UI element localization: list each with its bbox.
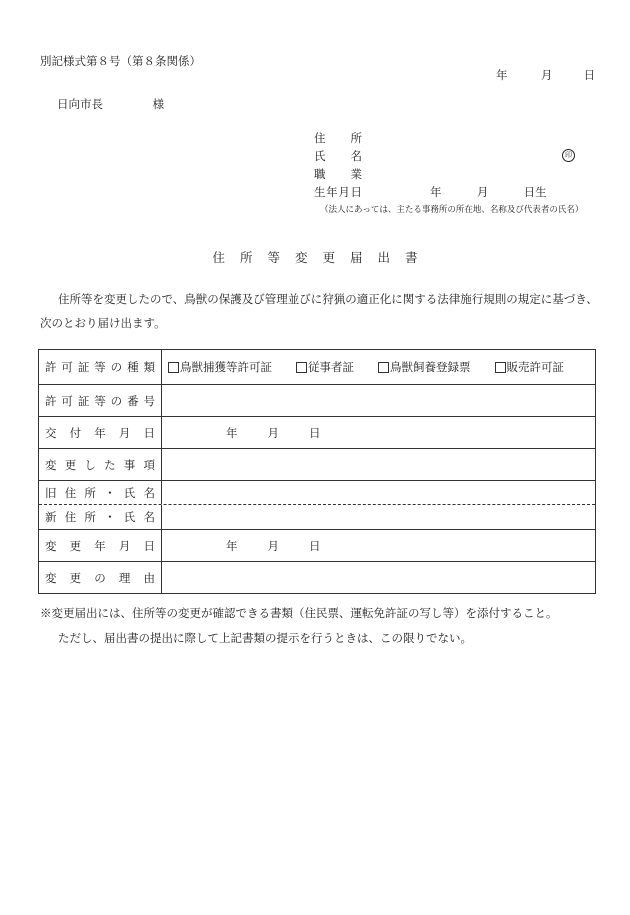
submission-date: [496, 67, 595, 83]
old-address-field[interactable]: [162, 481, 595, 504]
row-new-address: [39, 504, 595, 529]
change-date-label: 変更年月日: [45, 538, 155, 553]
checkbox-icon[interactable]: [168, 362, 179, 373]
birth-year: 年: [430, 185, 442, 199]
new-address-label: 新住所・氏名: [45, 510, 155, 524]
change-reason-label: 変更の理由: [45, 570, 155, 585]
license-number-label: 許可証等の番号: [45, 393, 155, 408]
address-label: 住所: [314, 131, 362, 145]
checkbox-icon[interactable]: [495, 362, 506, 373]
name-label: 氏名: [314, 149, 362, 163]
option-keeping-registration[interactable]: 鳥獣飼養登録票: [378, 359, 471, 375]
option-worker-card[interactable]: 従事者証: [296, 359, 354, 375]
old-address-label: 旧住所・氏名: [45, 485, 155, 500]
date-month: 月: [540, 68, 553, 82]
corporate-note: （法人にあっては、主たる事務所の所在地、名称及び代表者の氏名）: [320, 205, 584, 215]
changed-item-field[interactable]: [162, 449, 595, 480]
birthdate-values: [430, 183, 547, 201]
body-line-2: 次のとおり届け出ます。: [40, 316, 166, 330]
body-line-1: 住所等を変更したので、鳥獣の保護及び管理並びに狩猟の適正化に関する法律施行規則の規定に基づき、: [58, 292, 598, 306]
row-old-address: [39, 480, 595, 504]
date-year: 年: [496, 68, 508, 82]
date-day: 日: [583, 68, 596, 82]
checkbox-icon[interactable]: [296, 362, 307, 373]
issue-date-field[interactable]: 年 月 日: [226, 425, 321, 440]
checkbox-icon[interactable]: [378, 362, 389, 373]
note-attachment: ※変更届出には、住所等の変更が確認できる書類（住民票、運転免許証の写し等）を添付すること。: [40, 606, 558, 620]
applicant-block: [314, 129, 572, 201]
row-issue-date: [39, 416, 595, 448]
new-address-field[interactable]: [162, 505, 595, 529]
body-text: [40, 287, 610, 335]
row-license-number: [39, 384, 595, 416]
birth-day: 日生: [523, 185, 547, 199]
row-changed-item: [39, 448, 595, 480]
row-license-type: [39, 350, 595, 384]
option-sales-permit[interactable]: 販売許可証: [495, 359, 565, 375]
addressee: [57, 96, 164, 112]
row-change-reason: [39, 561, 595, 593]
issue-date-label: 交付年月日: [45, 425, 155, 440]
document-title: 住所等変更届出書: [212, 250, 433, 265]
license-options: [162, 350, 595, 384]
note-exception: ただし、届出書の提出に際して上記書類の提示を行うときは、この限りでない。: [58, 631, 472, 645]
form-number: 別記様式第８号（第８条関係）: [40, 54, 201, 68]
addressee-name: 日向市長: [57, 97, 103, 111]
license-number-field[interactable]: [162, 385, 595, 416]
seal-mark: 印: [562, 149, 575, 162]
row-change-date: [39, 529, 595, 561]
birth-month: 月: [476, 185, 489, 199]
change-form-table: [38, 349, 596, 594]
birthdate-label: 生年月日: [314, 185, 362, 199]
addressee-suffix: 様: [152, 97, 165, 111]
occupation-label: 職業: [314, 167, 362, 181]
change-date-field[interactable]: 年 月 日: [226, 538, 321, 553]
option-hunting-permit[interactable]: 鳥獣捕獲等許可証: [168, 359, 272, 375]
license-type-label: 許可証等の種類: [45, 360, 155, 374]
changed-item-label: 変更した事項: [45, 457, 155, 472]
change-reason-field[interactable]: [162, 562, 595, 593]
